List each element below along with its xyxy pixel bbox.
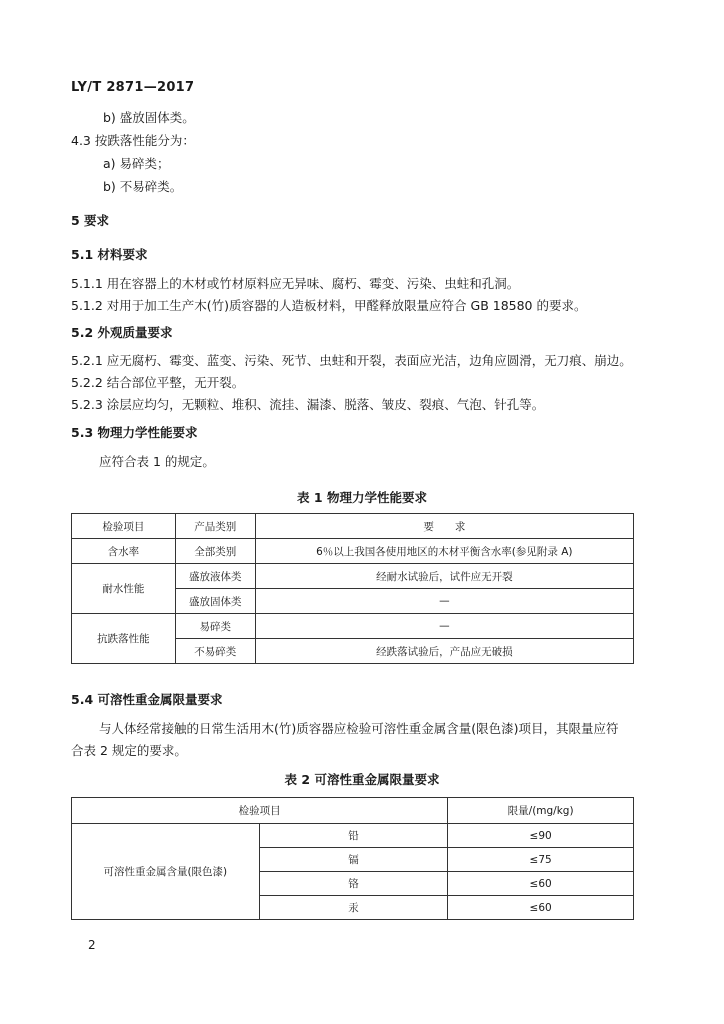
table1-cell: 不易碎类 (175, 639, 255, 664)
clause-4-3-a: a) 易碎类； (103, 156, 170, 171)
table2-cell-limit: ≤60 (448, 896, 634, 920)
table2-header-limit: 限量/(mg/kg) (448, 798, 634, 824)
table-row (72, 564, 634, 589)
table1-cell: — (255, 589, 633, 614)
clause-5-2-1: 5.2.1 应无腐朽、霉变、蓝变、污染、死节、虫蛀和开裂，表面应光洁，边角应圆滑，无刀痕、崩边。 (71, 353, 632, 368)
table1-cell: 易碎类 (175, 614, 255, 639)
table1-cell: 6％以上我国各使用地区的木材平衡含水率(参见附录 A) (255, 539, 633, 564)
section-5-3-heading: 5.3 物理力学性能要求 (71, 425, 198, 440)
section-5-4-text-line2: 合表 2 规定的要求。 (71, 743, 187, 758)
table1-cell-drop-item: 抗跌落性能 (72, 614, 176, 664)
table1-cell: 经耐水试验后，试件应无开裂 (255, 564, 633, 589)
table1-cell: 盛放固体类 (175, 589, 255, 614)
clause-5-1-2: 5.1.2 对用于加工生产木(竹)质容器的人造板材料，甲醛释放限量应符合 GB 18580 的要求。 (71, 298, 587, 313)
clause-5-1-1: 5.1.1 用在容器上的木材或竹材原料应无异味、腐朽、霉变、污染、虫蛀和孔洞。 (71, 276, 520, 291)
table2-cell-limit: ≤75 (448, 848, 634, 872)
standard-code: LY/T 2871—2017 (71, 80, 195, 95)
table2-cell-element: 铅 (259, 824, 448, 848)
table1-cell: 全部类别 (175, 539, 255, 564)
table-row (72, 614, 634, 639)
table1-cell-water-item: 耐水性能 (72, 564, 176, 614)
clause-4-3: 4.3 按跌落性能分为： (71, 133, 195, 148)
section-5-4-text-line1: 与人体经常接触的日常生活用木(竹)质容器应检验可溶性重金属含量(限色漆)项目，其限量应符 (99, 721, 619, 736)
table-row (72, 539, 634, 564)
clause-b-solid: b) 盛放固体类。 (103, 110, 195, 125)
table2-cell-limit: ≤60 (448, 872, 634, 896)
section-5-heading: 5 要求 (71, 213, 110, 228)
page-number: 2 (88, 938, 96, 952)
section-5-3-text: 应符合表 1 的规定。 (99, 454, 215, 469)
table2-header-row (72, 798, 634, 824)
table2-caption: 表 2 可溶性重金属限量要求 (284, 772, 440, 787)
table1-header-category: 产品类别 (175, 514, 255, 539)
table1-cell: — (255, 614, 633, 639)
table1-header-item: 检验项目 (72, 514, 176, 539)
table2-cell-element: 镉 (259, 848, 448, 872)
clause-4-3-b: b) 不易碎类。 (103, 179, 183, 194)
table1-caption: 表 1 物理力学性能要求 (297, 490, 427, 505)
clause-5-2-3: 5.2.3 涂层应均匀，无颗粒、堆积、流挂、漏漆、脱落、皱皮、裂痕、气泡、针孔等。 (71, 397, 545, 412)
table-row (72, 824, 634, 848)
table2-cell-item: 可溶性重金属含量(限色漆) (72, 824, 260, 920)
table2-cell-limit: ≤90 (448, 824, 634, 848)
table1-cell: 含水率 (72, 539, 176, 564)
section-5-2-heading: 5.2 外观质量要求 (71, 325, 173, 340)
clause-5-2-2: 5.2.2 结合部位平整，无开裂。 (71, 375, 245, 390)
section-5-4-heading: 5.4 可溶性重金属限量要求 (71, 692, 223, 707)
table1-cell: 经跌落试验后，产品应无破损 (255, 639, 633, 664)
table2-header-item: 检验项目 (72, 798, 448, 824)
table2-cell-element: 汞 (259, 896, 448, 920)
section-5-1-heading: 5.1 材料要求 (71, 247, 148, 262)
table1-header-requirement: 要 求 (255, 514, 633, 539)
table2-cell-element: 铬 (259, 872, 448, 896)
table1-cell: 盛放液体类 (175, 564, 255, 589)
table1-physical-mechanical (71, 513, 634, 664)
table1-header-row (72, 514, 634, 539)
table2-heavy-metal-limits (71, 797, 634, 920)
